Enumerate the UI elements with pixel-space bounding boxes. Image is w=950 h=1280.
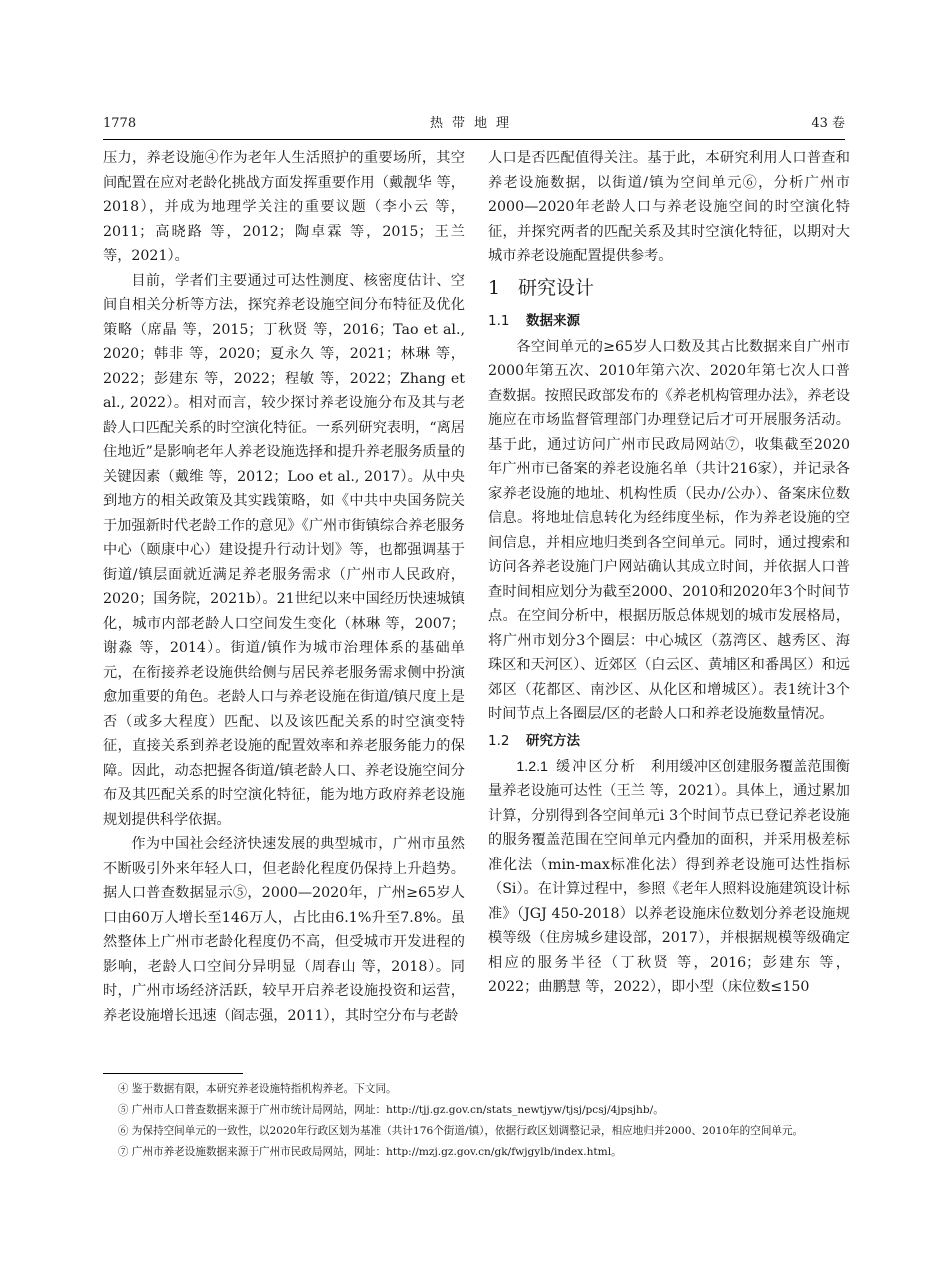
volume-label: 43 卷 (811, 116, 845, 131)
subsection-number: 1.2 (488, 732, 510, 749)
subsection-number: 1.1 (488, 312, 510, 329)
footnotes (103, 1079, 845, 1163)
left-column (103, 146, 465, 1028)
subsection-heading-1-1 (488, 309, 850, 333)
footnote-6: ⑥ 为保持空间单元的一致性，以2020年行政区划为基准（共计176个街道/镇），依据行政区划调整记录，相应地归并2000、2010年的空间单元。 (117, 1125, 804, 1137)
footnote-4: ④ 鉴于数据有限，本研究养老设施特指机构养老。下文同。 (117, 1083, 397, 1095)
subsection-title: 研究方法 (526, 732, 580, 749)
right-column (488, 146, 850, 1000)
footnote-rule (103, 1073, 243, 1074)
left-paragraph-3: 作为中国社会经济快速发展的典型城市，广州市虽然不断吸引外来年轻人口，但老龄化程度仍保持上升趋势。据人口普查数据显示⑤，2000—2020年，广州≥65岁人口由60万人增长至146万人，占比由6.1%升至7.8%。虽然整体上广州市老龄化程度仍不高，但受城市开发进程的影响，老龄人口空间分异明显（周春山 等，2018）。同时，广州市场经济活跃，较早开启养老设施投资和运营，养老设施增长迅速（阎志强，2011），其时空分布与老龄 (103, 836, 465, 1024)
footnote-5: ⑤ 广州市人口普查数据来源于广州市统计局网站，网址：http://tjj.gz.gov.cn/stats_newtjyw/tjsj/pcsj/4jpsjhb/。 (117, 1104, 664, 1116)
subsubsection-number: 1.2.1 (516, 758, 548, 775)
page-number: 1778 (103, 116, 137, 131)
left-paragraph-1: 压力，养老设施④作为老年人生活照护的重要场所，其空间配置在应对老龄化挑战方面发挥重要作用（戴靓华 等，2018），并成为地理学关注的重要议题（李小云 等，2011；高晓路 等，2012；陶卓霖 等，2015；王兰 等，2021）。 (103, 150, 465, 264)
right-paragraph-3-text: 利用缓冲区创建服务覆盖范围衡量养老设施可达性（王兰 等，2021）。具体上，通过累加计算，分别得到各空间单元i 3个时间节点已登记养老设施的服务覆盖范围在空间单元内叠加的面积，并采用极差标准化法（min-max标准化法）得到养老设施可达性指标（Si）。在计算过程中，参照《老年人照料设施建筑设计标准》（JGJ 450-2018）以养老设施床位数划分养老设施规模等级（住房城乡建设部，2017），并根据规模等级确定相应的服务半径（丁秋贤 等，2016；彭建东 等，2022；曲鹏慧 等，2022），即小型（床位数≤150 (488, 758, 850, 995)
subsubsection-heading-1-2-1 (516, 759, 651, 775)
right-paragraph-2: 各空间单元的≥65岁人口数及其占比数据来自广州市2000年第五次、2010年第六次、2020年第七次人口普查数据。按照民政部发布的《养老机构管理办法》，养老设施应在市场监督管理部门办理登记后才可开展服务活动。基于此，通过访问广州市民政局网站⑦，收集截至2020年广州市已备案的养老设施名单（共计216家），并记录各家养老设施的地址、机构性质（民办/公办）、备案床位数信息。将地址信息转化为经纬度坐标，作为养老设施的空间信息，并相应地归类到各空间单元。同时，通过搜索和访问各养老设施门户网站确认其成立时间，并依据人口普查时间相应划分为截至2000、2010和2020年3个时间节点。在空间分析中，根据历版总体规划的城市发展格局，将广州市划分3个圈层：中心城区（荔湾区、越秀区、海珠区和天河区）、近郊区（白云区、黄埔区和番禺区）和远郊区（花都区、南沙区、从化区和增城区）。表1统计3个时间节点上各圈层/区的老龄人口和养老设施数量情况。 (488, 338, 850, 722)
running-header (103, 113, 845, 135)
section-title: 研究设计 (518, 276, 595, 299)
subsubsection-title: 缓冲区分析 (555, 758, 638, 775)
journal-title: 热带地理 (429, 116, 518, 131)
subsection-heading-1-2 (488, 729, 850, 753)
right-paragraph-1: 人口是否匹配值得关注。基于此，本研究利用人口普查和养老设施数据，以街道/镇为空间单元⑥，分析广州市2000—2020年老龄人口与养老设施空间的时空演化特征，并探究两者的匹配关系及其时空演化特征，以期对大城市养老设施配置提供参考。 (488, 150, 850, 264)
footnote-7: ⑦ 广州市养老设施数据来源于广州市民政局网站，网址：http://mzj.gz.gov.cn/gk/fwjgylb/index.html。 (117, 1146, 622, 1158)
header-rule (103, 139, 845, 140)
subsection-title: 数据来源 (526, 312, 580, 329)
section-number: 1 (488, 276, 501, 299)
right-paragraph-3 (488, 755, 850, 1000)
section-heading-1 (488, 273, 850, 303)
left-paragraph-2: 目前，学者们主要通过可达性测度、核密度估计、空间自相关分析等方法，探究养老设施空间分布特征及优化策略（席晶 等，2015；丁秋贤 等，2016；Tao et al., 2020；韩非 等，2020；夏永久 等，2021；林琳 等，2022；彭建东 等，2022；程敏 等，2022；Zhang et al., 2022）。相对而言，较少探讨养老设施分布及其与老龄人口匹配关系的时空演化特征。一系列研究表明，“离居住地近”是影响老年人养老设施选择和提升养老服务质量的关键因素（戴维 等，2012；Loo et al., 2017）。从中央到地方的相关政策及其实践策略，如《中共中央国务院关于加强新时代老龄工作的意见》《广州市街镇综合养老服务中心（颐康中心）建设提升行动计划》等，也都强调基于街道/镇层面就近满足养老服务需求（广州市人民政府，2020；国务院，2021b）。21世纪以来中国经历快速城镇化，城市内部老龄人口空间发生变化（林琳 等，2007；谢淼 等，2014）。街道/镇作为城市治理体系的基础单元，在衔接养老设施供给侧与居民养老服务需求侧中扮演愈加重要的角色。老龄人口与养老设施在街道/镇尺度上是否（或多大程度）匹配、以及该匹配关系的时空演变特征，直接关系到养老设施的配置效率和养老服务能力的保障。因此，动态把握各街道/镇老龄人口、养老设施空间分布及其匹配关系的时空演化特征，能为地方政府养老设施规划提供科学依据。 (103, 272, 465, 828)
